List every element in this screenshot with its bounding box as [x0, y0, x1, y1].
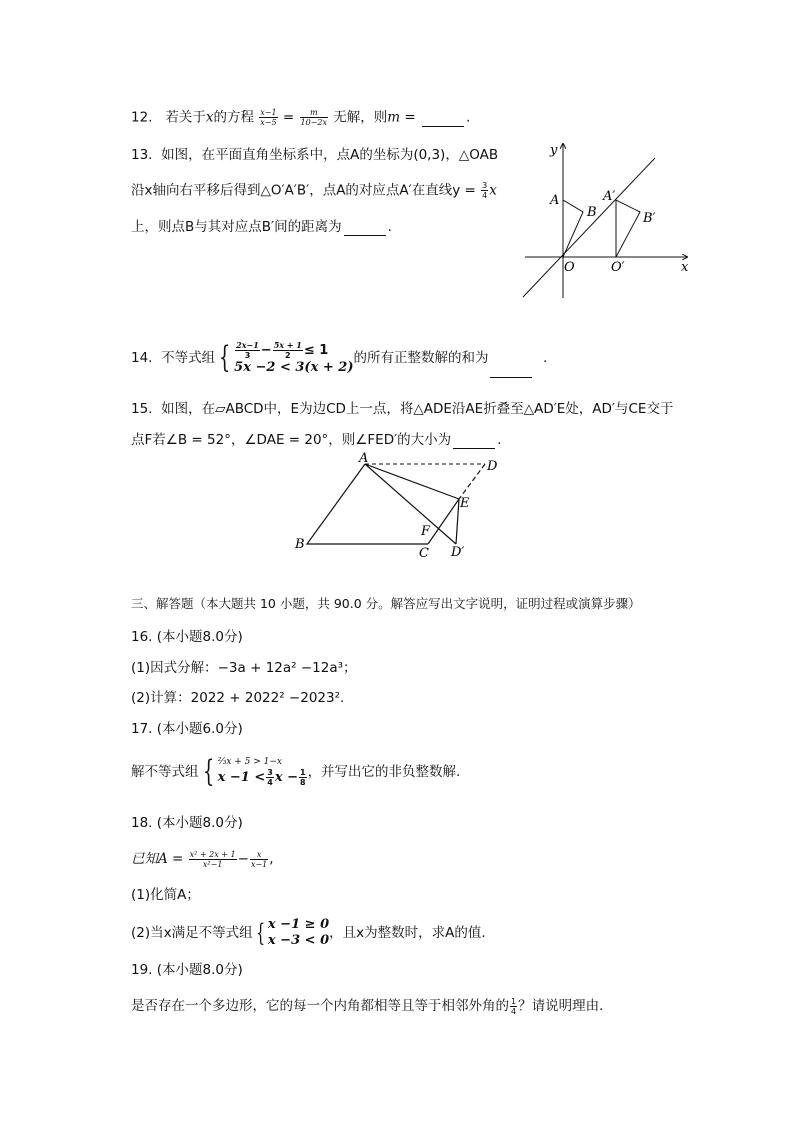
brace: {	[218, 340, 231, 375]
label-c: C	[419, 546, 429, 561]
label-d1: D′	[451, 545, 465, 560]
answer-blank	[422, 112, 464, 127]
question-18-definition: 已知A = $\frac{\text{x² + 2x + 1}}{\text{x²−1}}$ − $\frac{x}{x-1}$ ,	[131, 849, 274, 869]
inequality-system: x −1 ≥ 0 x −3 < 0	[267, 917, 330, 948]
question-number: 12.	[131, 109, 153, 126]
fraction: $\frac{m}{10-2x}$	[300, 108, 327, 127]
line-y-3-4x	[523, 158, 655, 297]
segment-ae	[365, 464, 459, 499]
label-x: x	[681, 260, 689, 275]
label-f: F	[421, 524, 431, 539]
triangle-o1a1b1	[616, 200, 640, 257]
question-14: 14. 不等式组 { $\frac{2x-1}{3}$ − $\frac{5x + 1}{2}$ ≤ 1 5x −2 < 3(x + 2) 的所有正整数解的和为 .	[131, 338, 547, 378]
question-16-heading: 16. (本小题8.0分)	[131, 629, 243, 645]
question-16-part-1: (1)因式分解：−3a + 12a² −12a³；	[131, 660, 357, 676]
segment-ce	[428, 499, 459, 544]
label-e: E	[460, 496, 470, 511]
label-a: A	[550, 193, 560, 208]
label-o: O	[564, 260, 575, 275]
label-a: A	[359, 451, 369, 466]
parallelogram-figure	[290, 450, 510, 562]
question-17-body: 解不等式组 { ⅔x + 5 > 1−x x −1 < $\frac{3}{4}$ x − $\frac{1}{8}$ ，并写出它的非负整数解.	[131, 754, 461, 789]
question-13-line-1: 13. 如图，在平面直角坐标系中，点A的坐标为(0,3)，△OAB	[131, 147, 499, 163]
question-19-heading: 19. (本小题8.0分)	[131, 962, 243, 978]
triangle-oab	[563, 200, 583, 257]
label-d: D	[487, 459, 498, 474]
segment-de	[459, 464, 485, 499]
fraction: $\frac{x}{x-1}$	[250, 849, 268, 869]
answer-blank	[453, 434, 495, 449]
answer-blank	[344, 221, 386, 236]
question-number: 15.	[131, 401, 153, 417]
section-3-heading: 三、解答题（本大题共 10 小题，共 90.0 分。解答应写出文字说明，证明过程或演算步骤）	[131, 596, 641, 611]
question-16-part-2: (2)计算：2022 + 2022² −2023².	[131, 690, 345, 706]
fraction: $\frac{x-1}{x-5}$	[260, 108, 277, 127]
label-b1: B′	[643, 211, 656, 226]
label-a1: A′	[603, 189, 616, 204]
question-number: 14.	[131, 350, 153, 366]
segment-ed1	[456, 499, 459, 544]
segment-ad1	[365, 464, 456, 544]
brace: {	[202, 754, 214, 789]
label-o1: O′	[611, 260, 625, 275]
question-19-body: 是否存在一个多边形，它的每一个内角都相等且等于相邻外角的 $\frac{1}{4}$ ？请说明理由.	[131, 996, 604, 1016]
inequality-system: $\frac{2x-1}{3}$ − $\frac{5x + 1}{2}$ ≤ 1 5x −2 < 3(x + 2)	[234, 339, 354, 375]
question-18-heading: 18. (本小题8.0分)	[131, 815, 243, 831]
fraction: $\frac{3}{4}$	[482, 181, 488, 200]
label-b: B	[587, 205, 597, 220]
inequality-system: ⅔x + 5 > 1−x x −1 < $\frac{3}{4}$ x − $\frac{1}{8}$	[217, 757, 306, 787]
answer-blank	[490, 363, 532, 378]
question-13-line-2: 沿x轴向右平移后得到△O′A′B′，点A的对应点A′在直线y = $\frac{3}{4}$ x	[131, 181, 497, 200]
question-13-line-3: 上，则点B与其对应点B′间的距离为 .	[131, 219, 392, 235]
question-18-part-2: (2)当x满足不等式组 { x −1 ≥ 0 x −3 < 0 ，且x为整数时，求A的值.	[131, 917, 486, 948]
question-number: 13.	[131, 147, 153, 163]
fraction: $\frac{\text{x² + 2x + 1}}{\text{x²−1}}$	[189, 849, 236, 869]
fraction: $\frac{1}{4}$	[511, 996, 517, 1016]
question-12: 12. 若关于x的方程 $\frac{x-1}{x-5}$ = $\frac{m}{10-2x}$ 无解，则m = .	[131, 108, 471, 127]
label-y: y	[550, 143, 558, 158]
question-17-heading: 17. (本小题6.0分)	[131, 721, 243, 737]
question-15-line-2: 点F若∠B = 52°，∠DAE = 20°，则∠FED′的大小为 .	[131, 432, 502, 448]
coordinate-figure	[515, 140, 695, 302]
question-15-line-1: 15. 如图，在▱ABCD中，E为边CD上一点，将△ADE沿AE折叠至△AD′E处，AD′与CE交于	[131, 401, 674, 417]
question-18-part-1: (1)化简A；	[131, 887, 200, 903]
label-b: B	[295, 537, 305, 552]
brace: {	[255, 919, 265, 947]
